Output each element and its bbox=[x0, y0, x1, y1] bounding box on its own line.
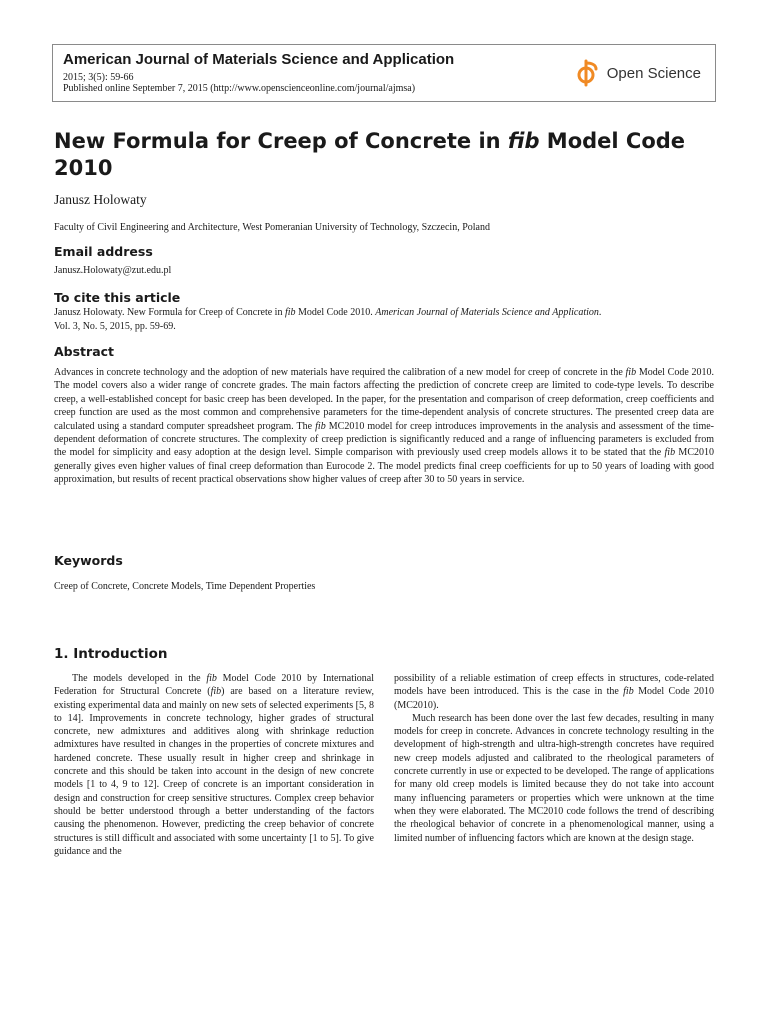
intro-fib-3: fib bbox=[623, 686, 634, 698]
open-science-logo[interactable] bbox=[575, 59, 701, 87]
citation bbox=[54, 306, 714, 334]
intro-column-left bbox=[54, 672, 374, 858]
intro-paragraph-1 bbox=[54, 672, 374, 858]
abstract-text-3: MC2010 model for creep introduces improvements in the analysis and assessment of the time-dependent deformation of concrete structures. The complexity of creep prediction is significantly reduced and a range of influencing parameters is excluded from the model for simplicity and easy adoption at the design level. Simple comparison with previously used creep models allows it to be stated that the bbox=[54, 420, 714, 459]
title-pre: New Formula for Creep of Concrete in bbox=[54, 129, 508, 153]
journal-header bbox=[52, 44, 716, 102]
abstract-fib-1: fib bbox=[625, 367, 637, 378]
email-heading: Email address bbox=[54, 244, 153, 259]
cite-volume: Vol. 3, No. 5, 2015, pp. 59-69. bbox=[54, 321, 176, 332]
keywords-list: Creep of Concrete, Concrete Models, Time Dependent Properties bbox=[54, 581, 316, 592]
cite-fib: fib bbox=[284, 307, 296, 318]
intro-column-right bbox=[394, 672, 714, 845]
intro-text-1a: The models developed in the bbox=[72, 673, 207, 684]
abstract-text-4: MC2010 generally gives even higher values of final creep deformation than Eurocode 2. The model predicts final creep coefficients for up to 50 years of loading with good approximation, but results of recent practical observations show higher values of creep after 30 to 50 years in service. bbox=[54, 447, 714, 486]
intro-text-1b: Model Code 2010 by International Federation for Structural Concrete ( bbox=[54, 673, 374, 698]
intro-text-1d: possibility of a reliable estimation of creep effects in structures, code-related models have been introduced. This is the case in the bbox=[394, 673, 714, 698]
title-post: Model Code 2010 bbox=[54, 129, 686, 180]
abstract-fib-3: fib bbox=[664, 447, 676, 459]
intro-text-1c: ) are based on a literature review, existing experimental data and mainly on new sets of selected experiments [5, 8 to 14]. Improvements in concrete technology, higher grades of structural concrete, new admixtures and additives along with shrinkage reduction admixtures have resulted in changes in the properties of concrete mixtures and hardened concrete. These usually result in higher creep and shrinkage in concrete and this should be taken into account in the design of new concrete models [1 to 4, 9 to 12]. Creep of concrete is an important consideration in design and construction for creep sensitive structures. Complex creep behavior should be better understood through a better understanding of the factors causing the phenomenon. However, predicting the creep behavior of concrete structures is still difficult and associated with some uncertainty [1 to 5]. To give guidance and the bbox=[54, 686, 375, 857]
intro-text-1e: Model Code 2010 (MC2010). bbox=[394, 686, 715, 711]
intro-paragraph-1-cont bbox=[394, 672, 714, 712]
introduction-heading: 1. Introduction bbox=[54, 646, 168, 662]
cite-journal: American Journal of Materials Science and Application bbox=[375, 307, 599, 318]
journal-issue: 2015; 3(5): 59-66 bbox=[63, 72, 134, 83]
journal-title: American Journal of Materials Science and Application bbox=[63, 51, 455, 68]
intro-fib-1: fib bbox=[206, 673, 217, 684]
cite-text-3: . bbox=[598, 307, 602, 318]
paper-title bbox=[54, 128, 714, 182]
abstract-fib-2: fib bbox=[315, 420, 326, 432]
cite-text-1: Janusz Holowaty. New Formula for Creep of Concrete in bbox=[54, 307, 285, 318]
abstract-text-1: Advances in concrete technology and the adoption of new materials have required the calibration of a new model for creep of concrete in the bbox=[54, 367, 626, 378]
abstract-text-2: Model Code 2010. The model covers also a wider range of concrete grades. The main factors affecting the prediction of concrete creep are limited to code-type levels. To describe creep, a well-established concept for basic creep has been developed. In the paper, for the presentation and comparison of creep deformation, creep coefficients and creep function are used as the most common and comprehensive parameters for the time-dependent analysis of concrete structures. The presented creep data are calculated using a standard computer spreadsheet program. The bbox=[54, 367, 714, 432]
logo-text: Open Science bbox=[606, 64, 701, 82]
abstract-heading: Abstract bbox=[54, 344, 115, 359]
intro-paragraph-2: Much research has been done over the last few decades, resulting in many models for creep in concrete. Advances in concrete technology resulting in the development of high-strength and ultra-high-strength concretes have required new creep models adjusted and calibrated to the rheological parameters of concrete currently in use or expected to be developed. The range of applications for many old creep models is limited because they do not take into account many influencing parameters or properties which were unknown at the time when they were elaborated. The MC2010 code follows the trend of describing the rheological behavior of concrete in a phenomenological manner, using a limited number of influencing factors which are known at the design stage. bbox=[394, 712, 714, 844]
intro-fib-2: fib bbox=[210, 686, 222, 698]
title-fib: fib bbox=[507, 129, 540, 153]
cite-text-2: Model Code 2010. bbox=[295, 307, 376, 318]
cite-heading: To cite this article bbox=[54, 290, 181, 305]
journal-published[interactable]: Published online September 7, 2015 (http://www.openscienceonline.com/journal/ajmsa) bbox=[63, 83, 416, 94]
abstract-body bbox=[54, 366, 714, 487]
open-science-logo-icon bbox=[575, 59, 601, 87]
affiliation: Faculty of Civil Engineering and Architecture, West Pomeranian University of Technology, Szczecin, Poland bbox=[54, 222, 490, 233]
author-name: Janusz Holowaty bbox=[54, 192, 147, 207]
email-address[interactable]: Janusz.Holowaty@zut.edu.pl bbox=[54, 265, 172, 276]
keywords-heading: Keywords bbox=[54, 553, 123, 568]
